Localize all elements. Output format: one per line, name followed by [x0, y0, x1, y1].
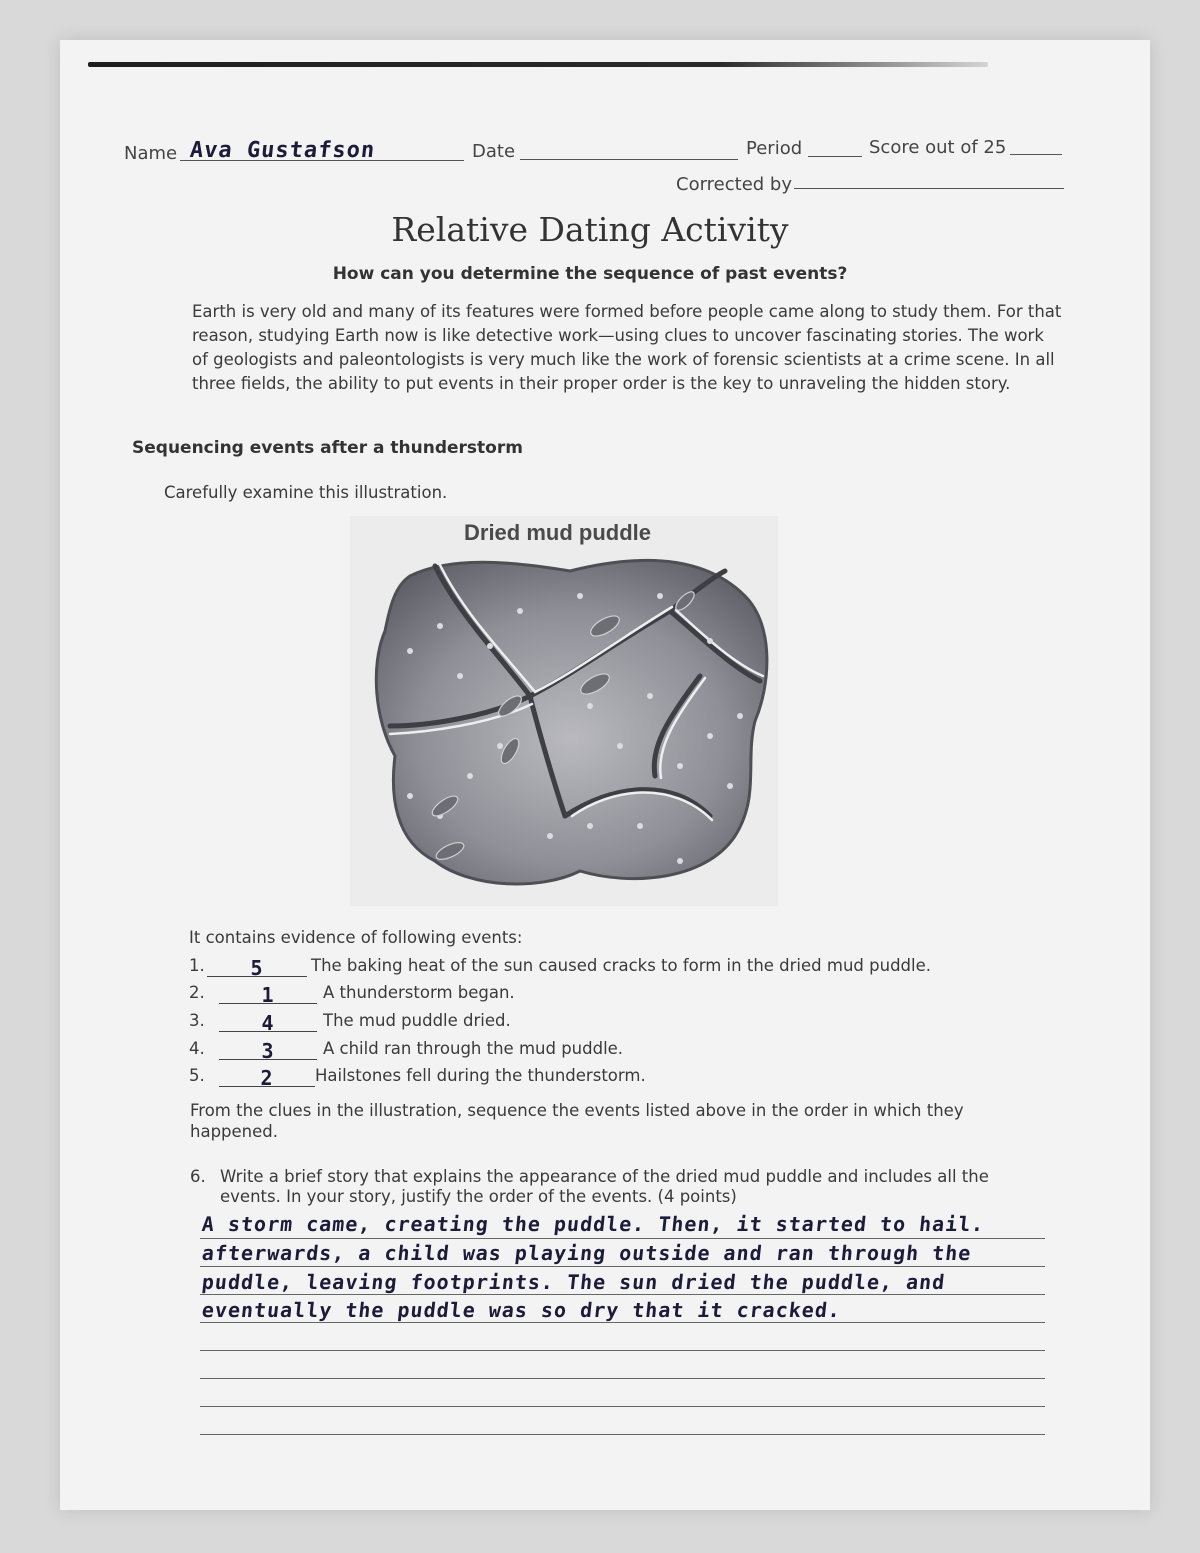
writing-line[interactable]: [200, 1294, 1045, 1295]
writing-line[interactable]: [200, 1350, 1045, 1351]
answer-value: 2: [260, 1066, 274, 1090]
story-line-4: eventually the puddle was so dry that it cracked.: [200, 1298, 843, 1322]
answer-value: 3: [261, 1039, 275, 1063]
writing-line[interactable]: [200, 1322, 1045, 1323]
intro-paragraph: Earth is very old and many of its features were formed before people came along to study them. For that reason, studying Earth now is like detective work—using clues to uncover fascinating stories. The work of geologists and paleontologists is very much like the work of forensic scientists at a crime scene. In all three fields, the ability to put events in their proper order is the key to unraveling the hidden story.: [192, 302, 1062, 393]
corrected-by-line: [794, 188, 1064, 189]
answer-blank[interactable]: [219, 1039, 317, 1063]
answer-value: 1: [261, 983, 275, 1007]
question-text: Write a brief story that explains the appearance of the dried mud puddle and includes all the events. In your story, justify the order of the events. (4 points): [220, 1167, 989, 1206]
writing-line[interactable]: [200, 1266, 1045, 1267]
writing-line[interactable]: [200, 1406, 1045, 1407]
event-number: 2.: [189, 983, 205, 1002]
mud-puddle-illustration: [350, 516, 778, 906]
name-value: Ava Gustafson: [188, 138, 377, 163]
period-label: Period: [746, 138, 803, 159]
name-label: Name: [124, 143, 178, 164]
event-text: A child ran through the mud puddle.: [323, 1039, 624, 1058]
event-text: The baking heat of the sun caused cracks to form in the dried mud puddle.: [311, 956, 931, 975]
answer-blank[interactable]: [219, 1066, 315, 1090]
writing-line[interactable]: [200, 1434, 1045, 1435]
figure-title: Dried mud puddle: [464, 520, 651, 545]
evidence-intro: It contains evidence of following events:: [189, 928, 523, 947]
section-heading: Sequencing events after a thunderstorm: [132, 438, 523, 458]
date-line: [520, 159, 738, 160]
event-text: A thunderstorm began.: [323, 983, 515, 1002]
date-label: Date: [472, 141, 516, 162]
writing-line[interactable]: [200, 1238, 1045, 1239]
answer-blank[interactable]: [207, 956, 307, 980]
event-number: 5.: [189, 1066, 205, 1085]
sequence-instruction: From the clues in the illustration, sequence the events listed above in the order in which they happened.: [190, 1101, 964, 1141]
answer-blank[interactable]: [219, 1011, 317, 1035]
event-number: 1.: [189, 956, 205, 975]
event-number: 4.: [189, 1039, 205, 1058]
story-line-3: puddle, leaving footprints. The sun dried the puddle, and: [200, 1270, 947, 1294]
question-number: 6.: [190, 1167, 206, 1186]
answer-blank[interactable]: [219, 983, 317, 1007]
score-label: Score out of 25: [869, 137, 1007, 158]
guiding-question: How can you determine the sequence of past events?: [332, 264, 848, 284]
story-line-1: A storm came, creating the puddle. Then, it started to hail.: [200, 1212, 986, 1236]
writing-line[interactable]: [200, 1378, 1045, 1379]
corrected-by-label: Corrected by: [676, 174, 792, 195]
examine-instruction: Carefully examine this illustration.: [164, 483, 448, 502]
event-text: Hailstones fell during the thunderstorm.: [315, 1066, 646, 1085]
score-line: [1010, 154, 1062, 155]
story-line-2: afterwards, a child was playing outside and ran through the: [200, 1241, 973, 1265]
page-title: Relative Dating Activity: [391, 210, 789, 249]
period-line: [808, 156, 862, 157]
event-number: 3.: [189, 1011, 205, 1030]
mud-puddle-figure: [350, 516, 778, 906]
answer-value: 4: [261, 1011, 275, 1035]
event-text: The mud puddle dried.: [323, 1011, 511, 1030]
answer-value: 5: [250, 956, 264, 980]
top-rule: [88, 62, 988, 67]
